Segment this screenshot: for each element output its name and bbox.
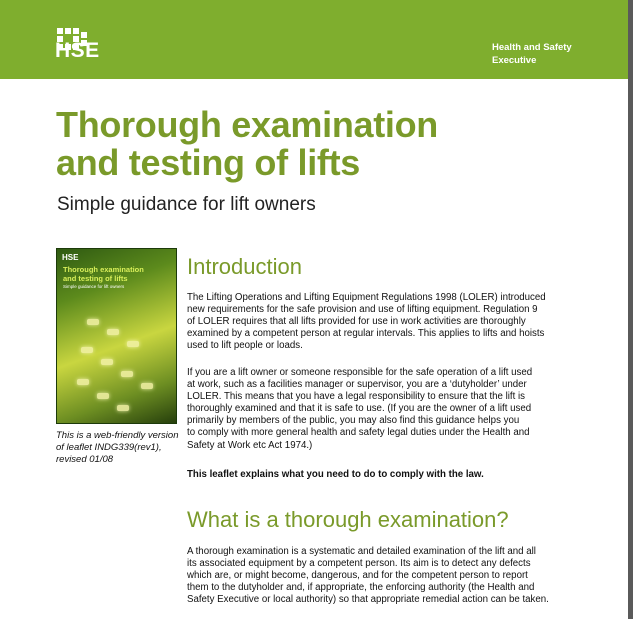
text-line: of LOLER requires that all lifts provided for use in work activities are thoroughly [187, 316, 526, 328]
header-banner [0, 0, 628, 79]
exam-paragraph-1 [187, 546, 577, 606]
title-line: Thorough examination [56, 104, 439, 145]
text-line: primarily by members of the public, you may also find this guidance helps you [187, 415, 520, 427]
text-line: used to lift people or loads. [187, 340, 303, 352]
lift-button-graphic [101, 359, 113, 365]
hse-logo-text: HSE [55, 39, 100, 62]
text-line: which are, or might become, dangerous, and for the competent person to report [187, 570, 528, 582]
cover-title-line: and testing of lifts [63, 273, 128, 283]
text-line: This leaflet explains what you need to do to comply with the law. [187, 469, 484, 480]
organisation-name [492, 41, 612, 67]
intro-paragraph-3 [187, 469, 577, 481]
text-line: them to the dutyholder and, if appropriate, the enforcing authority (the Health and [187, 582, 535, 594]
text-line: If you are a lift owner or someone responsible for the safe operation of a lift used [187, 367, 533, 378]
lift-button-graphic [107, 329, 119, 335]
text-line: examined by a competent person at regular intervals. This applies to lifts and hoists [187, 328, 545, 340]
cover-caption [56, 430, 186, 466]
text-line: to comply with more general health and safety legal duties under the Health and [187, 427, 530, 439]
lift-button-graphic [141, 383, 153, 389]
text-line: LOLER. This means that you have a legal responsibility to ensure that the lift is [187, 391, 525, 403]
text-line: A thorough examination is a systematic and detailed examination of the lift and all [187, 546, 536, 557]
organisation-name-line: Health and Safety [492, 42, 572, 53]
cover-title-line: Thorough examination [63, 265, 144, 274]
lift-button-graphic [97, 393, 109, 399]
lift-button-graphic [81, 347, 93, 353]
window-edge-scrollbar[interactable] [628, 0, 633, 619]
cover-title [63, 266, 144, 283]
caption-line: revised 01/08 [56, 454, 114, 465]
lift-button-graphic [87, 319, 99, 325]
organisation-name-line: Executive [492, 55, 537, 66]
lift-button-graphic [117, 405, 129, 411]
cover-subtitle: Simple guidance for lift owners [63, 284, 125, 289]
text-line: new requirements for the safe provision and use of lifting equipment. Regulation 9 [187, 304, 538, 316]
text-line: its associated equipment by a competent person. Its aim is to detect any defects [187, 558, 531, 570]
text-line: Safety Executive or local authority) so that appropriate remedial action can be taken. [187, 594, 549, 606]
cover-hse-logo: HSE [62, 253, 79, 262]
title-line: and testing of lifts [56, 142, 360, 183]
document-subtitle: Simple guidance for lift owners [57, 194, 316, 215]
leaflet-cover-image [56, 248, 177, 424]
intro-paragraph-2 [187, 367, 577, 452]
text-line: The Lifting Operations and Lifting Equipment Regulations 1998 (LOLER) introduced [187, 292, 546, 303]
lift-button-graphic [127, 341, 139, 347]
lift-button-graphic [121, 371, 133, 377]
text-line: at work, such as a facilities manager or supervisor, you are a ‘dutyholder’ under [187, 379, 527, 391]
caption-line: of leaflet INDG339(rev1), [56, 442, 162, 453]
caption-line: This is a web-friendly version [56, 430, 179, 441]
lift-button-graphic [77, 379, 89, 385]
introduction-heading: Introduction [187, 254, 302, 279]
text-line: thoroughly examined and that it is safe to use. (If you are the owner of a lift used [187, 403, 532, 415]
intro-paragraph-1 [187, 292, 577, 352]
text-line: Safety at Work etc Act 1974.) [187, 439, 313, 451]
thorough-examination-heading: What is a thorough examination? [187, 507, 509, 532]
document-title [56, 106, 438, 182]
